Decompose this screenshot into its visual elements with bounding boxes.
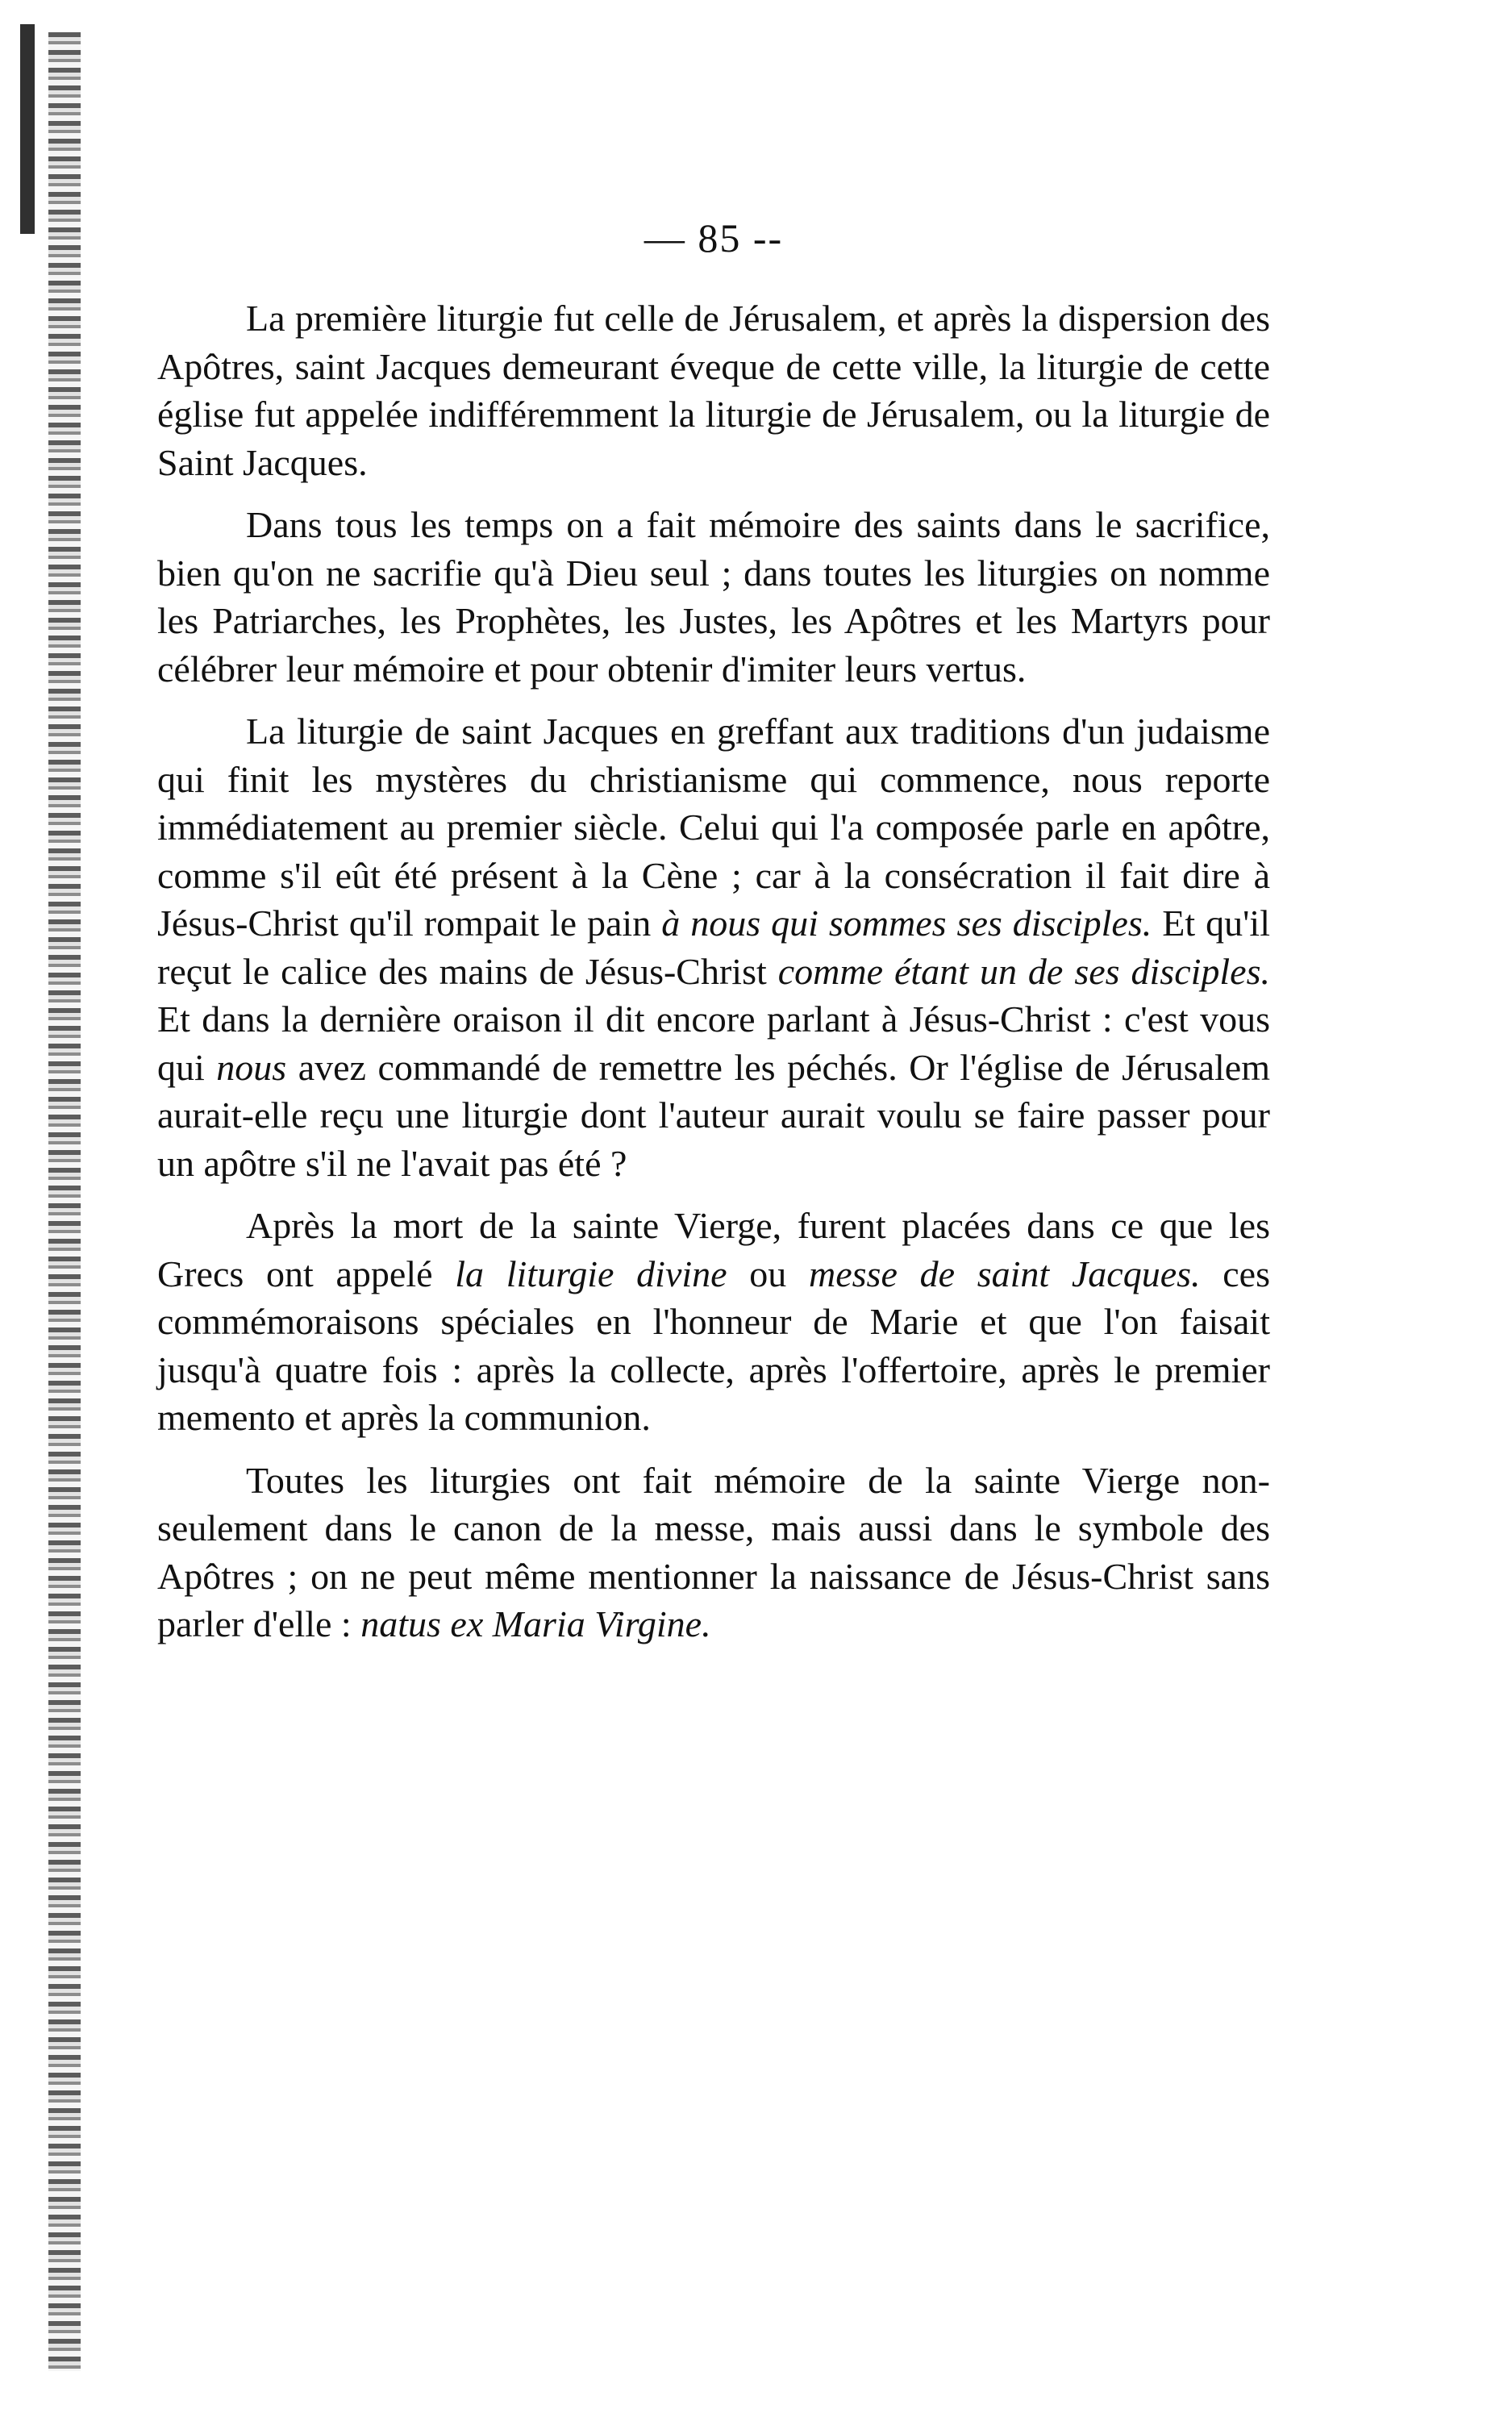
paragraph-3 xyxy=(157,707,1270,1187)
paragraph-2 xyxy=(157,501,1270,693)
text-segment: avez commandé de remettre les péchés. Or l'église de Jérusalem aurait-elle reçu une liturgie dont l'auteur aurait voulu se faire passer pour un apôtre s'il ne l'avait pas été ? xyxy=(157,1046,1270,1184)
scan-binding-shadow xyxy=(48,32,81,2371)
text-segment: ces commémoraisons spéciales en l'honneur de Marie et que l'on faisait jusqu'à quatre fois : après la collecte, après l'offertoire, après le premier memento et après la communion. xyxy=(157,1252,1270,1438)
text-segment: La première liturgie fut celle de Jérusalem, et après la dispersion des Apôtres, saint Jacques demeurant éveque de cette ville, la liturgie de cette église fut appelée indifféremment la liturgie de Jérusalem, ou la liturgie de Saint Jacques. xyxy=(157,298,1270,483)
italic-segment: nous xyxy=(216,1046,287,1088)
book-page xyxy=(157,214,1270,1663)
italic-segment: comme étant un de ses disciples. xyxy=(777,950,1270,992)
text-segment: Toutes les liturgies ont fait mémoire de la sainte Vierge non-seulement dans le canon de la messe, mais aussi dans le symbole des Apôtres ; on ne peut même mentionner la naissance de Jésus-Christ sans parler d'elle : xyxy=(157,1459,1270,1644)
paragraph-5 xyxy=(157,1457,1270,1648)
text-segment: Après la mort de la sainte Vierge, furent placées dans ce que les Grecs ont appelé xyxy=(157,1205,1270,1294)
paragraph-4 xyxy=(157,1202,1270,1442)
text-segment: La liturgie de saint Jacques en greffant aux traditions d'un judaisme qui finit les mystères du christianisme qui commence, nous reporte immédiatement au premier siècle. Celui qui l'a composée parle en apôtre, comme s'il eût été présent à la Cène ; car à la consécration il fait dire à Jésus-Christ qu'il rompait le pain xyxy=(157,711,1270,944)
text-segment: ou xyxy=(727,1252,810,1294)
italic-segment: natus ex Maria Virgine. xyxy=(360,1603,711,1644)
page-number: — 85 -- xyxy=(644,215,784,260)
italic-segment: messe de saint Jacques. xyxy=(809,1252,1201,1294)
text-segment: Dans tous les temps on a fait mémoire des saints dans le sacrifice, bien qu'on ne sacrifie qu'à Dieu seul ; dans toutes les liturgies on nomme les Patriarches, les Prophètes, les Justes, les Apôtres et les Martyrs pour célébrer leur mémoire et pour obtenir d'imiter leurs vertus. xyxy=(157,504,1270,690)
italic-segment: à nous qui sommes ses disciples. xyxy=(661,902,1152,944)
text-segment: Et qu'il reçut le calice des mains de Jésus-Christ xyxy=(157,902,1270,992)
italic-segment: la liturgie divine xyxy=(455,1252,727,1294)
scan-binding-shadow-top xyxy=(20,24,35,234)
text-segment: Et dans la dernière oraison il dit encore parlant à Jésus-Christ : c'est vous qui xyxy=(157,998,1270,1088)
paragraph-1 xyxy=(157,294,1270,486)
